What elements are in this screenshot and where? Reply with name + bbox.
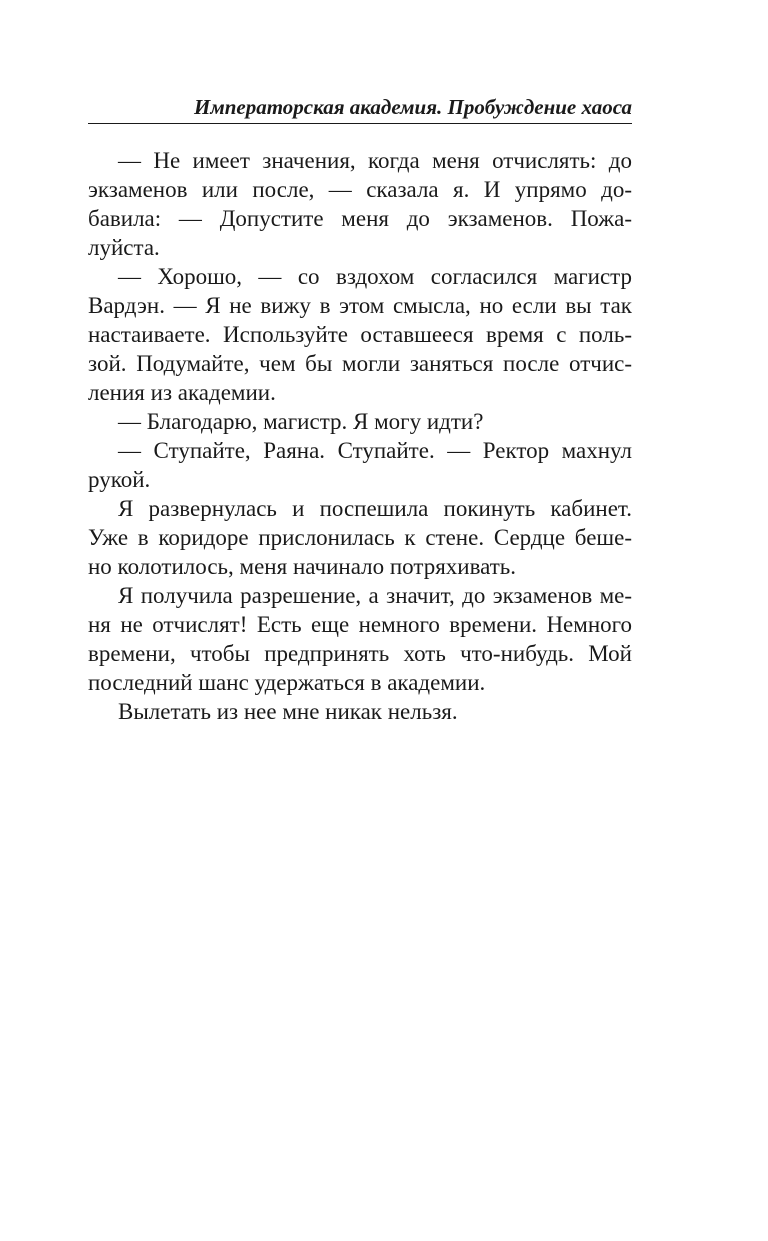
text-line: Я получила разрешение, а значит, до экзаменов ме- <box>118 583 632 608</box>
paragraph <box>88 407 632 436</box>
text-line: рукой. <box>88 467 151 492</box>
text-line: настаиваете. Используйте оставшееся время с поль- <box>88 322 632 347</box>
text-line: времени, чтобы предпринять хоть что-нибудь. Мой <box>88 641 632 666</box>
text-line: ня не отчислят! Есть еще немного времени. Немного <box>88 612 632 637</box>
text-line: Я развернулась и поспешила покинуть кабинет. <box>118 496 632 521</box>
text-line: но колотилось, меня начинало потряхивать. <box>88 554 517 579</box>
paragraph <box>88 494 632 581</box>
paragraph <box>88 581 632 697</box>
text-line: Вылетать из нее мне никак нельзя. <box>118 699 458 724</box>
header-rule <box>88 123 632 124</box>
paragraph <box>88 697 632 726</box>
text-line: последний шанс удержаться в академии. <box>88 670 486 695</box>
text-line: бавила: — Допустите меня до экзаменов. Пожа- <box>88 206 632 231</box>
text-line: экзаменов или после, — сказала я. И упрямо до- <box>88 177 632 202</box>
text-line: луйста. <box>88 235 160 260</box>
text-line: — Благодарю, магистр. Я могу идти? <box>118 409 484 434</box>
paragraph <box>88 436 632 494</box>
text-line: Уже в коридоре прислонилась к стене. Сердце беше- <box>88 525 632 550</box>
text-line: — Ступайте, Раяна. Ступайте. — Ректор махнул <box>118 438 632 463</box>
text-line: — Не имеет значения, когда меня отчислять: до <box>118 148 632 173</box>
running-head-title: Императорская академия. Пробуждение хаоса <box>194 95 632 119</box>
body-text <box>88 146 632 726</box>
paragraph <box>88 262 632 407</box>
text-line: — Хорошо, — со вздохом согласился магистр <box>118 264 632 289</box>
text-line: ления из академии. <box>88 380 276 405</box>
text-line: зой. Подумайте, чем бы могли заняться после отчис- <box>88 351 632 376</box>
paragraph <box>88 146 632 262</box>
text-line: Вардэн. — Я не вижу в этом смысла, но если вы так <box>88 293 632 318</box>
